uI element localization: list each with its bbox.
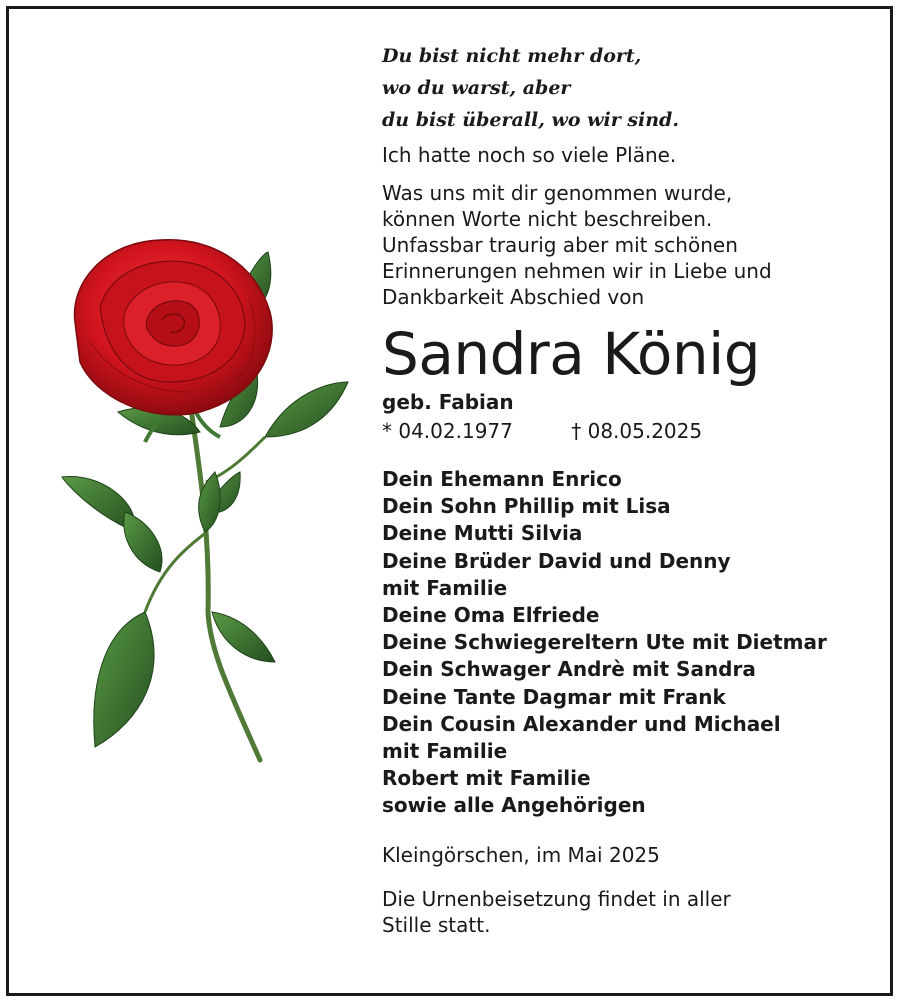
closing-line: Stille statt. [382, 912, 491, 937]
red-rose-icon [50, 232, 360, 772]
mourner-line: Deine Tante Dagmar mit Frank [382, 684, 726, 709]
mourner-line: mit Familie [382, 739, 508, 764]
mourner-line: Dein Ehemann Enrico [382, 467, 622, 491]
body-line: Unfassbar traurig aber mit schönen [382, 233, 738, 257]
body-line: Erinnerungen nehmen wir in Liebe und [382, 259, 772, 283]
body-line: Dankbarkeit Abschied von [382, 285, 645, 309]
death-date: † 08.05.2025 [571, 419, 703, 443]
poem-line: Du bist nicht mehr dort, [382, 45, 642, 67]
maiden-name: geb. Fabian [382, 390, 514, 414]
poem-line: du bist überall, wo wir sind. [382, 109, 679, 131]
mourner-line: Dein Schwager Andrè mit Sandra [382, 657, 756, 682]
mourner-line: sowie alle Angehörigen [382, 793, 646, 818]
poem [382, 40, 872, 136]
closing-line: Die Urnenbeisetzung findet in aller [382, 886, 731, 911]
poem-line: wo du warst, aber [382, 77, 571, 99]
deceased-name: Sandra König [382, 320, 761, 388]
place-date: Kleingörschen, im Mai 2025 [382, 842, 660, 867]
intro-line: Ich hatte noch so viele Pläne. [382, 143, 677, 167]
mourners-list [382, 466, 872, 820]
mourner-line: mit Familie [382, 575, 508, 600]
mourner-line: Deine Mutti Silvia [382, 521, 583, 546]
mourner-line: Deine Schwiegereltern Ute mit Dietmar [382, 630, 827, 655]
mourner-line: Dein Sohn Phillip mit Lisa [382, 494, 671, 519]
body-paragraph [382, 180, 872, 310]
mourner-line: Robert mit Familie [382, 766, 591, 791]
obituary-text [382, 40, 872, 938]
body-line: Was uns mit dir genommen wurde, [382, 181, 733, 205]
life-dates [382, 416, 872, 446]
mourner-line: Dein Cousin Alexander und Michael [382, 711, 781, 736]
closing-note [382, 886, 872, 938]
mourner-line: Deine Oma Elfriede [382, 603, 600, 628]
mourner-line: Deine Brüder David und Denny [382, 548, 731, 573]
body-line: können Worte nicht beschreiben. [382, 207, 713, 231]
birth-date: * 04.02.1977 [382, 419, 513, 443]
